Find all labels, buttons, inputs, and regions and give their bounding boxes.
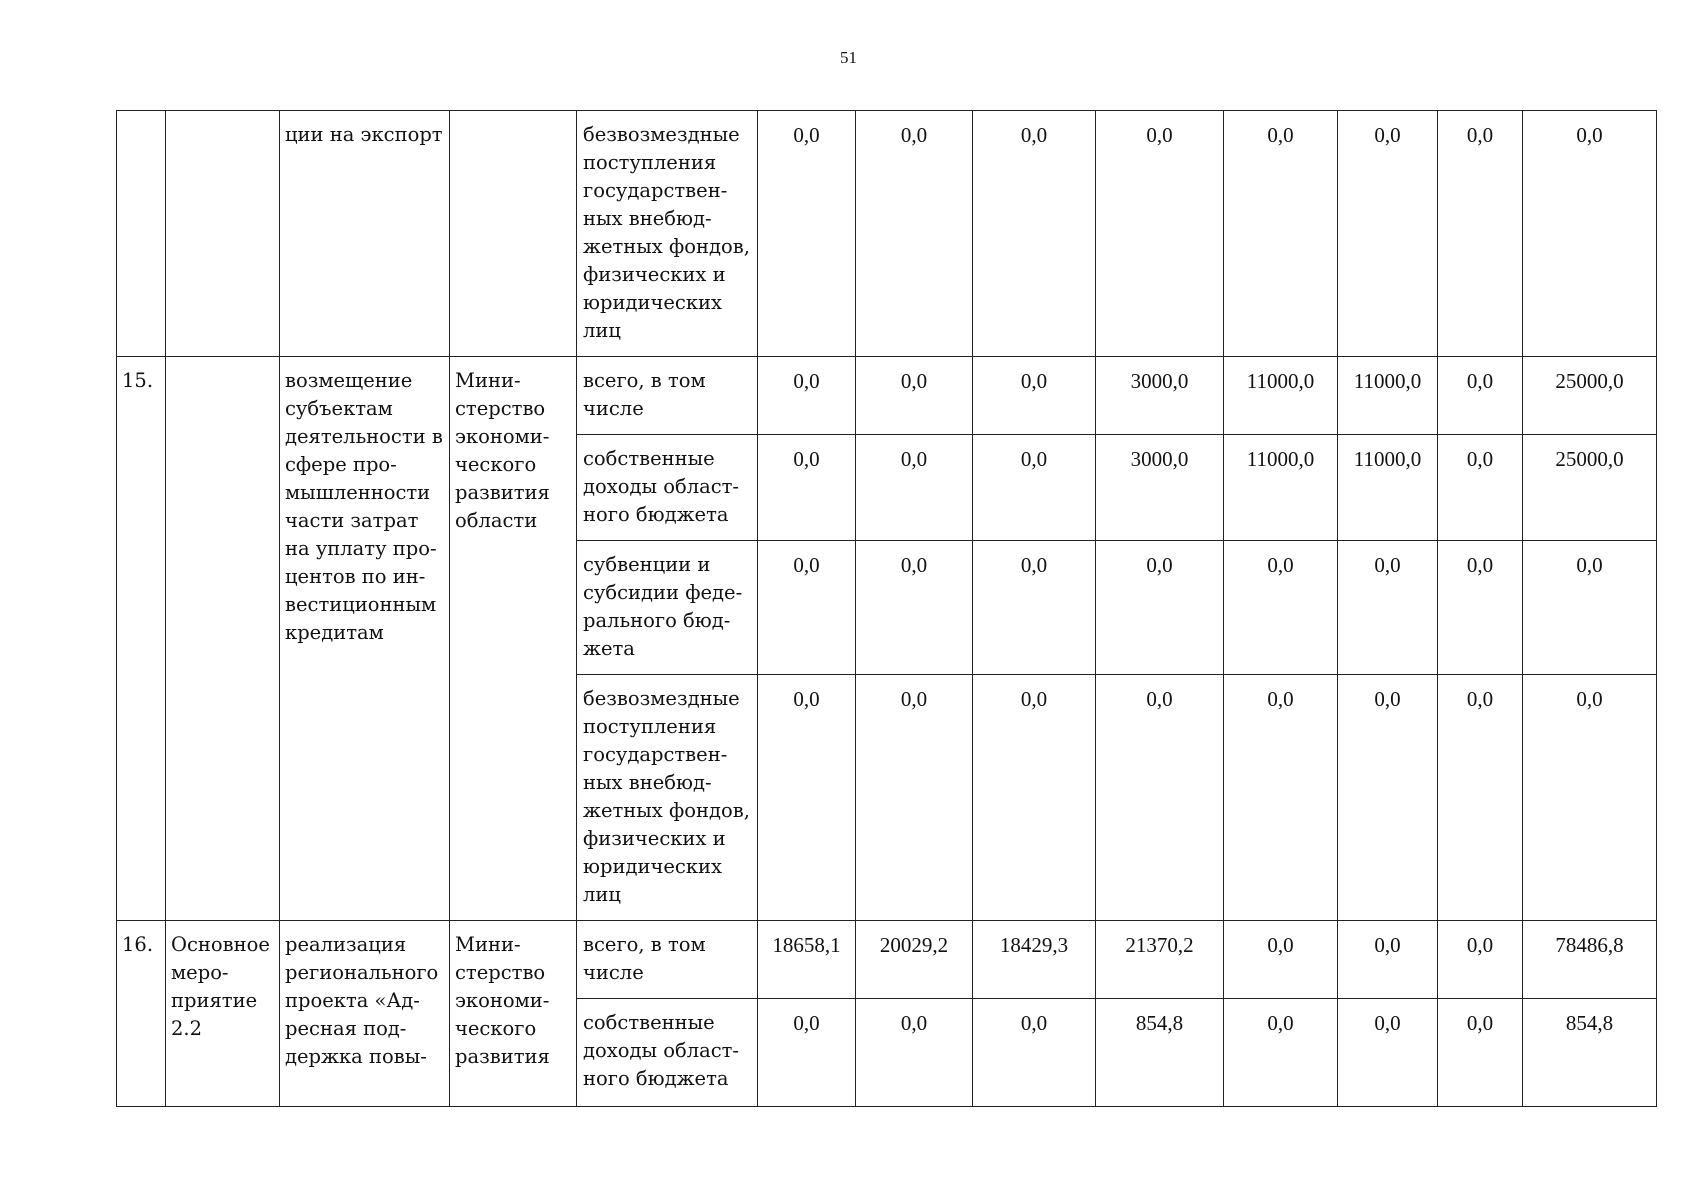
- value-cell: 0,0: [1438, 999, 1523, 1107]
- value-cell: 0,0: [758, 357, 856, 435]
- value-cell: 0,0: [973, 111, 1096, 357]
- row-number-cell: [117, 111, 166, 357]
- value-cell: 0,0: [1438, 435, 1523, 541]
- funding-source-cell: безвозмездные поступления государствен-ных внебюд-жетных фондов, физических и юридических лиц: [577, 675, 758, 921]
- value-cell: 0,0: [1224, 921, 1338, 999]
- value-cell: 0,0: [1224, 111, 1338, 357]
- value-cell: 25000,0: [1523, 357, 1657, 435]
- value-cell: 0,0: [1523, 675, 1657, 921]
- value-cell: 11000,0: [1224, 357, 1338, 435]
- value-cell: 11000,0: [1338, 435, 1438, 541]
- value-cell: 11000,0: [1224, 435, 1338, 541]
- value-cell: 3000,0: [1096, 357, 1224, 435]
- value-cell: 0,0: [1438, 921, 1523, 999]
- funding-source-cell: субвенции и субсидии феде-рального бюд-жета: [577, 541, 758, 675]
- value-cell: 0,0: [973, 675, 1096, 921]
- value-cell: 0,0: [1096, 111, 1224, 357]
- value-cell: 0,0: [1224, 675, 1338, 921]
- row-number-cell: 15.: [117, 357, 166, 921]
- value-cell: 0,0: [1523, 541, 1657, 675]
- activity-name-cell: реализация регионального проекта «Ад-ресная под-держка повы-: [280, 921, 450, 1107]
- activity-name-cell: возмещение субъектам деятельности в сфере про-мышленности части затрат на уплату про-центов по ин-вестиционным кредитам: [280, 357, 450, 921]
- value-cell: 0,0: [1338, 675, 1438, 921]
- value-cell: 0,0: [973, 999, 1096, 1107]
- value-cell: 0,0: [1224, 541, 1338, 675]
- executor-cell: Мини-стерство экономи-ческого развития области: [450, 357, 577, 921]
- value-cell: 0,0: [1438, 111, 1523, 357]
- value-cell: 0,0: [758, 435, 856, 541]
- value-cell: 18429,3: [973, 921, 1096, 999]
- value-cell: 0,0: [856, 357, 973, 435]
- value-cell: 0,0: [1438, 675, 1523, 921]
- value-cell: 20029,2: [856, 921, 973, 999]
- value-cell: 0,0: [856, 541, 973, 675]
- value-cell: 3000,0: [1096, 435, 1224, 541]
- funding-source-cell: безвозмездные поступления государствен-ных внебюд-жетных фондов, физических и юридических лиц: [577, 111, 758, 357]
- funding-source-cell: всего, в том числе: [577, 357, 758, 435]
- value-cell: 0,0: [758, 999, 856, 1107]
- funding-source-cell: всего, в том числе: [577, 921, 758, 999]
- value-cell: 0,0: [1338, 541, 1438, 675]
- value-cell: 78486,8: [1523, 921, 1657, 999]
- value-cell: 0,0: [856, 111, 973, 357]
- status-cell: Основное меро-приятие 2.2: [166, 921, 280, 1107]
- value-cell: 0,0: [1438, 357, 1523, 435]
- value-cell: 0,0: [1096, 541, 1224, 675]
- activity-name-cell: ции на экспорт: [280, 111, 450, 357]
- value-cell: 854,8: [1523, 999, 1657, 1107]
- value-cell: 0,0: [758, 541, 856, 675]
- value-cell: 0,0: [973, 357, 1096, 435]
- value-cell: 0,0: [1224, 999, 1338, 1107]
- value-cell: 0,0: [856, 999, 973, 1107]
- value-cell: 11000,0: [1338, 357, 1438, 435]
- executor-cell: [450, 111, 577, 357]
- funding-source-cell: собственные доходы област-ного бюджета: [577, 435, 758, 541]
- value-cell: 0,0: [1338, 999, 1438, 1107]
- table-row: [117, 921, 1657, 999]
- row-number-cell: 16.: [117, 921, 166, 1107]
- value-cell: 0,0: [856, 675, 973, 921]
- page-number: 51: [840, 48, 857, 67]
- status-cell: [166, 357, 280, 921]
- value-cell: 0,0: [758, 111, 856, 357]
- value-cell: 0,0: [1338, 111, 1438, 357]
- budget-table: [116, 110, 1657, 1107]
- value-cell: 0,0: [1338, 921, 1438, 999]
- funding-source-cell: собственные доходы област-ного бюджета: [577, 999, 758, 1107]
- value-cell: 0,0: [758, 675, 856, 921]
- value-cell: 0,0: [1096, 675, 1224, 921]
- status-cell: [166, 111, 280, 357]
- value-cell: 0,0: [1438, 541, 1523, 675]
- value-cell: 0,0: [973, 435, 1096, 541]
- value-cell: 854,8: [1096, 999, 1224, 1107]
- value-cell: 21370,2: [1096, 921, 1224, 999]
- table-row: [117, 111, 1657, 357]
- value-cell: 18658,1: [758, 921, 856, 999]
- table-row: [117, 357, 1657, 435]
- value-cell: 0,0: [973, 541, 1096, 675]
- executor-cell: Мини-стерство экономи-ческого развития: [450, 921, 577, 1107]
- value-cell: 25000,0: [1523, 435, 1657, 541]
- value-cell: 0,0: [856, 435, 973, 541]
- value-cell: 0,0: [1523, 111, 1657, 357]
